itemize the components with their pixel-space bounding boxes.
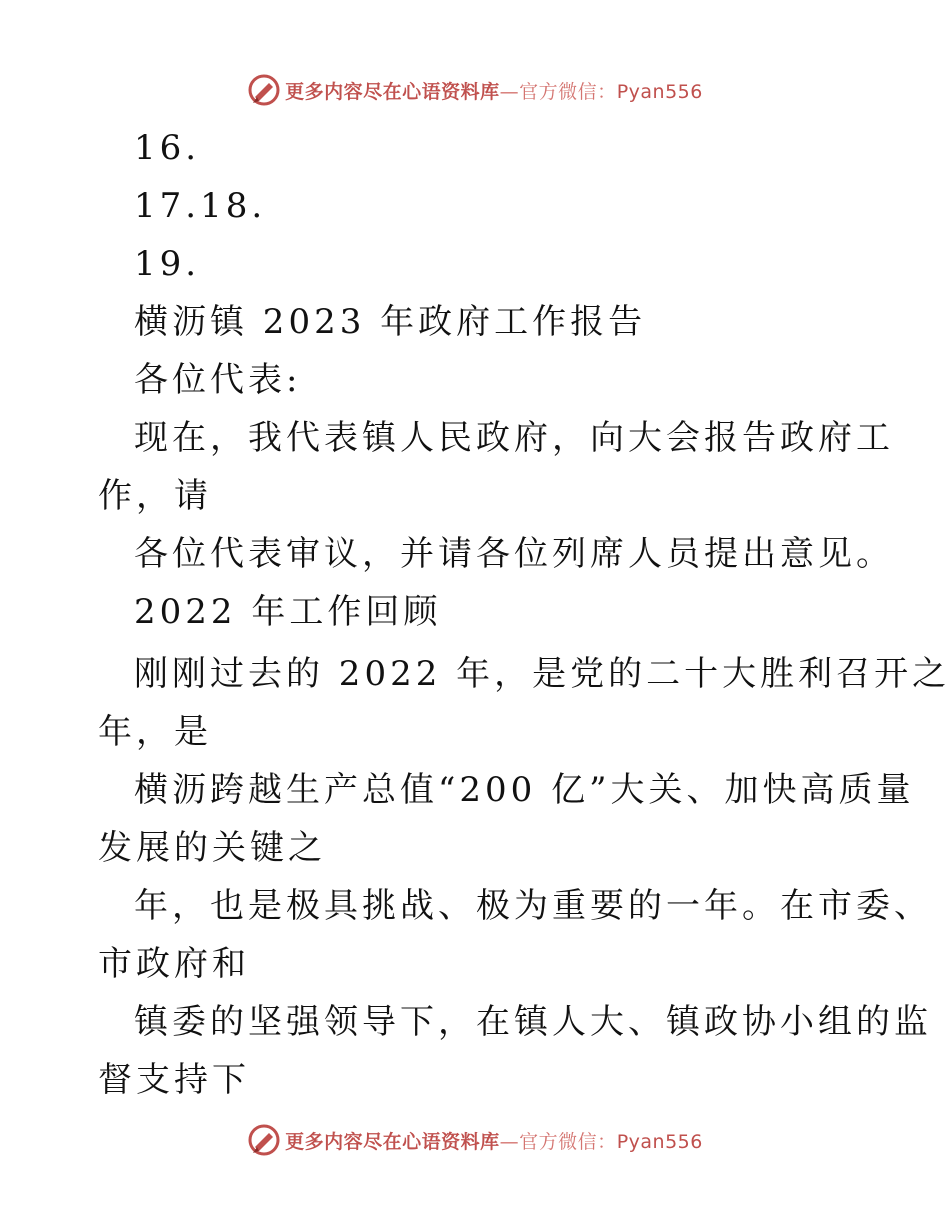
text-line: 各位代表审议，并请各位列席人员提出意见。 [134, 534, 894, 574]
watermark-wechat-id: Pyan556 [616, 1130, 703, 1153]
watermark-dash: — [499, 1130, 520, 1153]
salutation: 各位代表: [134, 360, 302, 400]
watermark-contact: 官方微信： [519, 80, 617, 103]
watermark-contact: 官方微信： [519, 1130, 617, 1153]
text-line: 横沥跨越生产总值“200 亿”大关、加快高质量 [134, 770, 915, 810]
section-heading: 2022 年工作回顾 [134, 592, 442, 632]
text-line: 作，请 [98, 476, 212, 516]
watermark-main: 更多内容尽在心语资料库 [285, 1130, 500, 1153]
pen-logo-icon [247, 1123, 281, 1157]
pen-logo-icon [247, 73, 281, 107]
footer-watermark [0, 1120, 950, 1160]
text-line: 镇委的坚强领导下，在镇人大、镇政协小组的监 [134, 1002, 932, 1042]
text-line: 年，也是极具挑战、极为重要的一年。在市委、 [134, 886, 932, 926]
text-line: 年，是 [98, 712, 212, 752]
text-line: 刚刚过去的 2022 年，是党的二十大胜利召开之 [134, 654, 950, 694]
text-line: 发展的关键之 [98, 828, 326, 868]
text-line: 督支持下 [98, 1060, 250, 1100]
text-line: 现在，我代表镇人民政府，向大会报告政府工 [134, 418, 894, 458]
watermark-main: 更多内容尽在心语资料库 [285, 80, 500, 103]
text-line: 19. [134, 244, 201, 284]
header-watermark [0, 70, 950, 110]
text-line: 16. [134, 128, 201, 168]
text-line: 17.18. [134, 186, 267, 226]
watermark-wechat-id: Pyan556 [616, 80, 703, 103]
document-title: 横沥镇 2023 年政府工作报告 [134, 302, 647, 342]
watermark-dash: — [499, 80, 520, 103]
text-line: 市政府和 [98, 944, 250, 984]
